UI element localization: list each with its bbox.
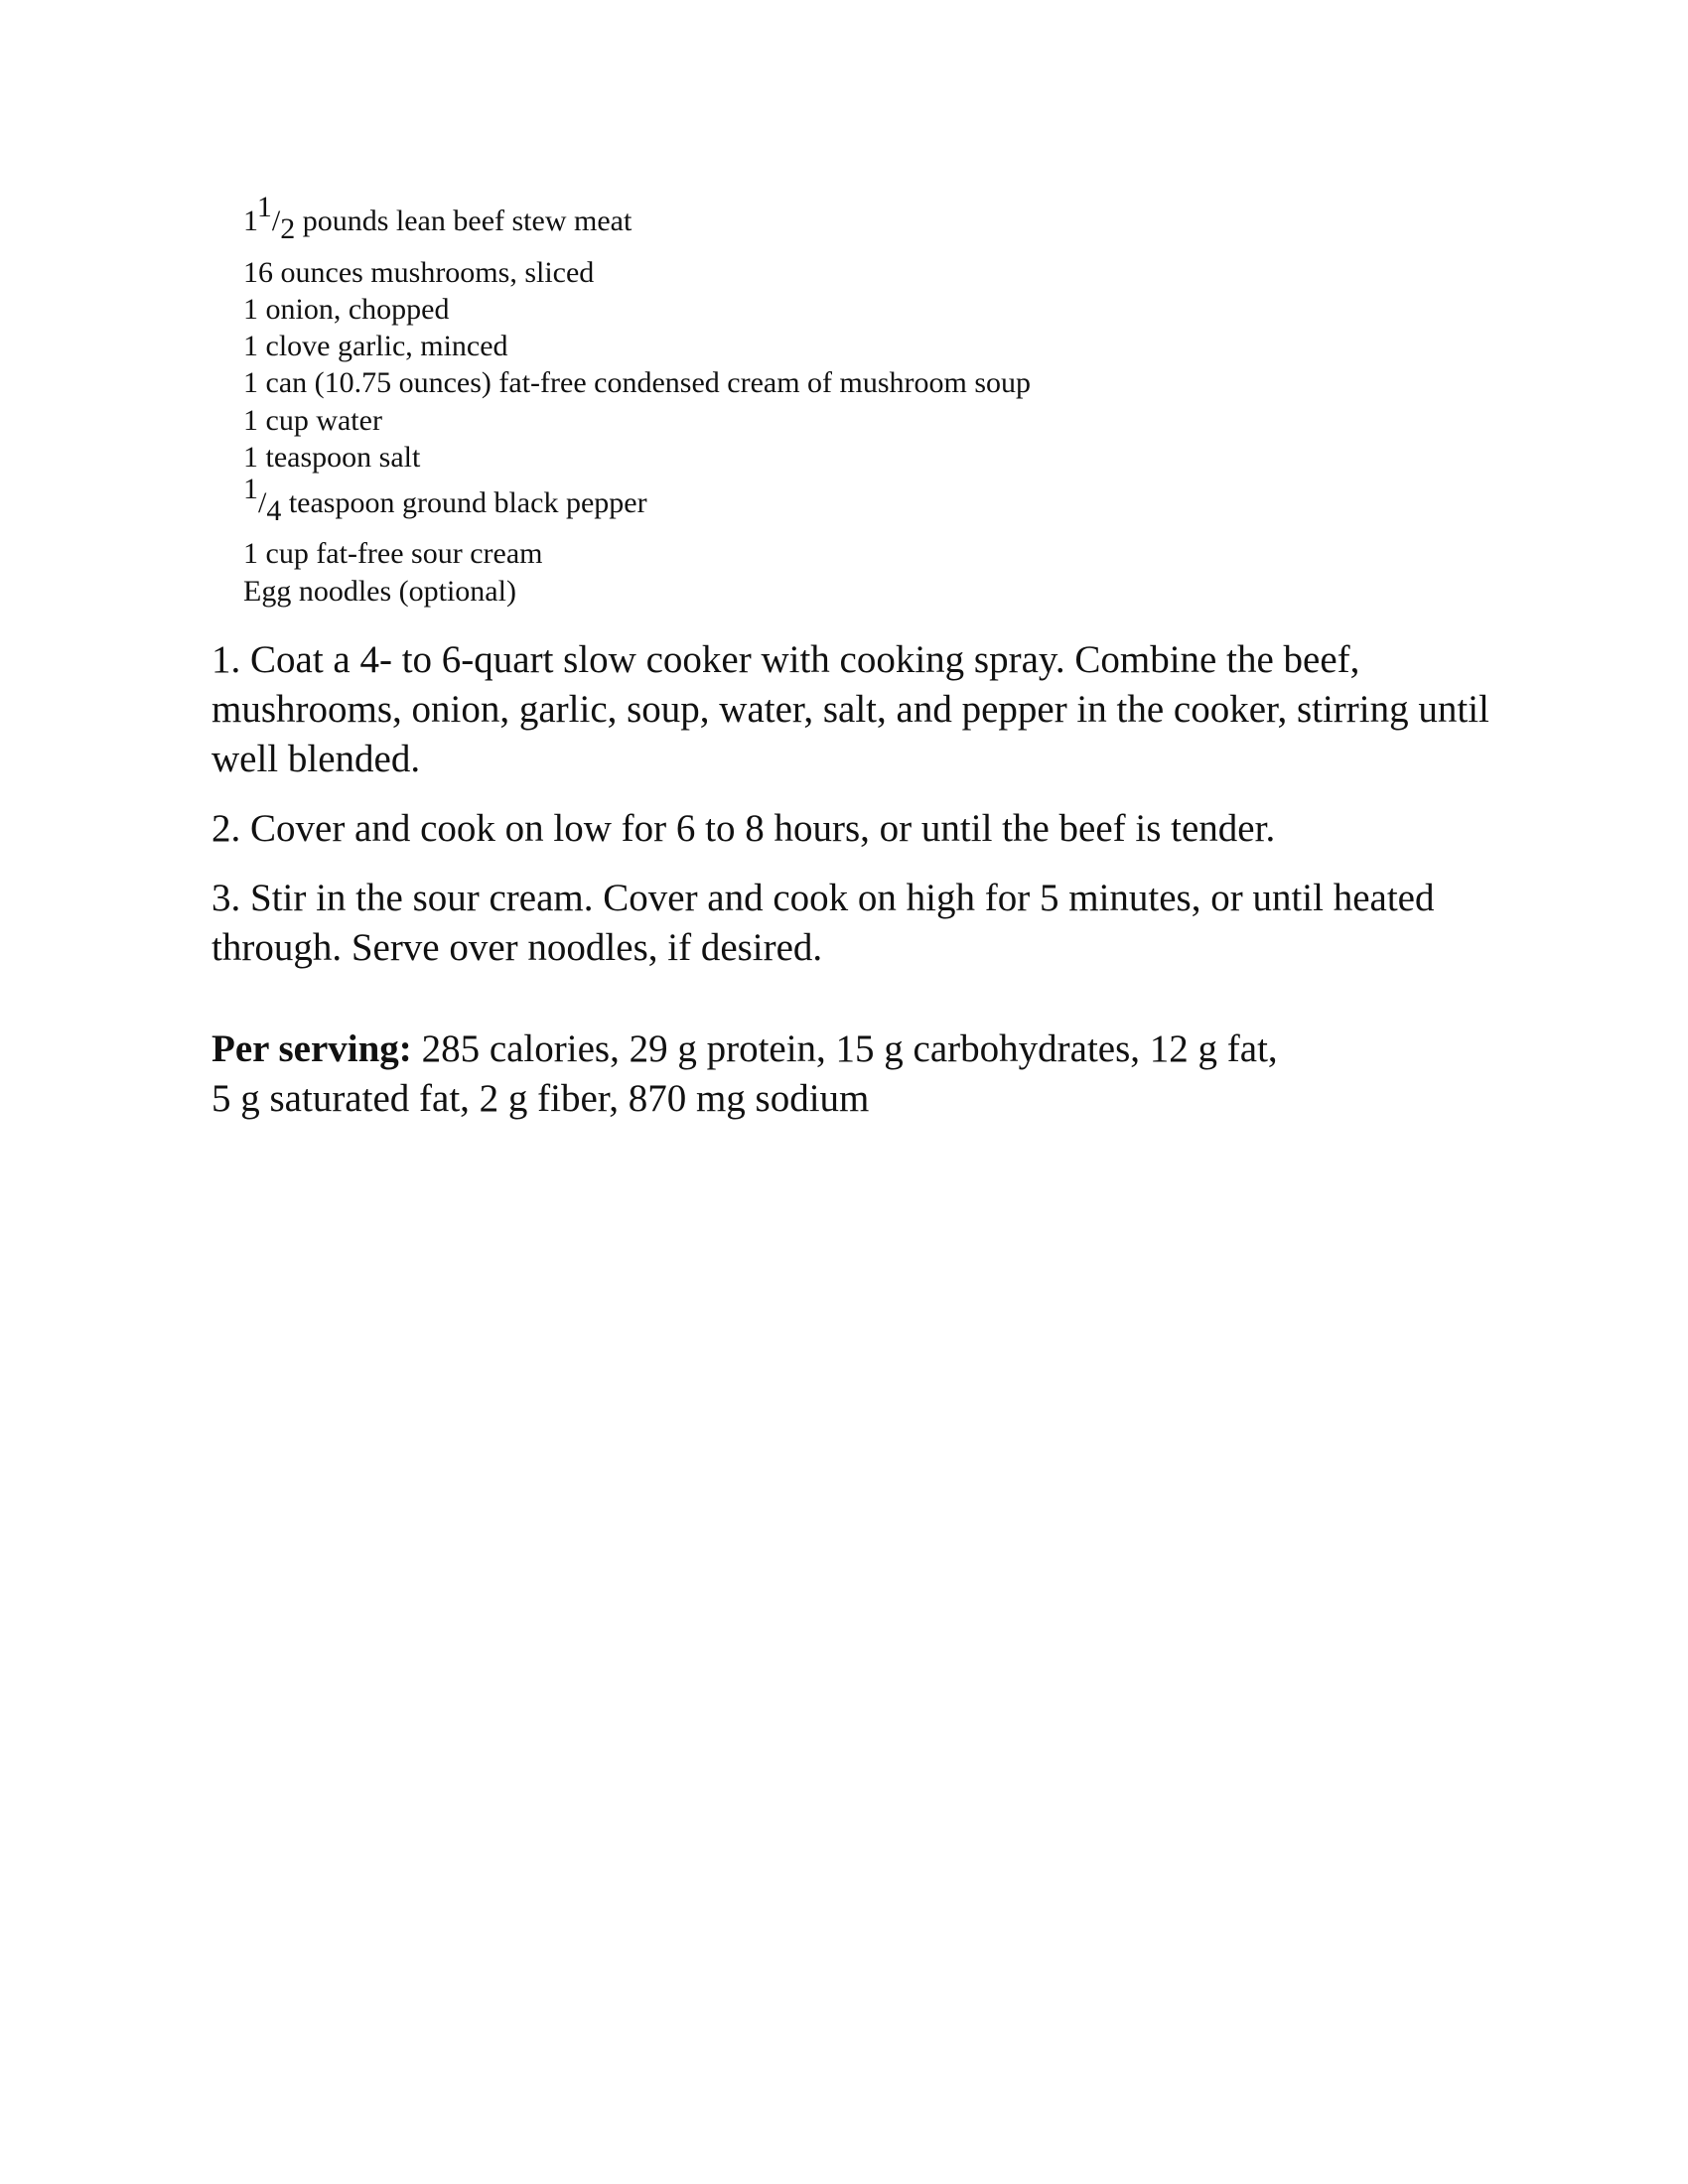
ingredient-text: pounds lean beef stew meat: [295, 205, 633, 237]
ingredient-text: 1 onion, chopped: [243, 293, 450, 326]
ingredient-item: [243, 295, 449, 325]
nutrition-info: [211, 1024, 1502, 1124]
ingredient-text: 1 clove garlic, minced: [243, 330, 508, 362]
ingredient-text: 1 can (10.75 ounces) fat-free condensed cream of mushroom soup: [243, 366, 1032, 399]
ingredient-text: 1 cup water: [243, 404, 382, 437]
ingredient-text: teaspoon ground black pepper: [281, 486, 647, 519]
ingredient-text: 16 ounces mushrooms, sliced: [243, 256, 595, 289]
ingredient-item: [243, 406, 382, 436]
ingredient-text: Egg noodles (optional): [243, 575, 516, 608]
nutrition-label: Per serving:: [211, 1027, 412, 1070]
nutrition-line: 5 g saturated fat, 2 g fiber, 870 mg sodium: [211, 1077, 870, 1120]
ingredient-item: [243, 577, 516, 607]
nutrition-line: 285 calories, 29 g protein, 15 g carbohydrates, 12 g fat,: [411, 1027, 1278, 1070]
ingredient-text: 1 teaspoon salt: [243, 441, 421, 474]
ingredient-item: [243, 473, 647, 527]
ingredient-text: 1 cup fat-free sour cream: [243, 537, 543, 570]
instruction-step: 1. Coat a 4- to 6-quart slow cooker with cooking spray. Combine the beef, mushrooms, onion, garlic, soup, water, salt, and pepper in the cooker, stirring until well blended.: [211, 638, 1489, 780]
fraction: $^1/_4$: [243, 473, 282, 527]
ingredient-item: [243, 191, 633, 245]
ingredient-item: [243, 368, 1031, 398]
fraction: $1^1/_2$: [243, 191, 296, 245]
instruction-step: 3. Stir in the sour cream. Cover and cook on high for 5 minutes, or until heated through. Serve over noodles, if desired.: [211, 877, 1435, 969]
instruction-step: 2. Cover and cook on low for 6 to 8 hours, or until the beef is tender.: [211, 807, 1276, 850]
ingredient-item: [243, 332, 508, 361]
ingredient-item: [243, 443, 420, 473]
ingredient-item: [243, 258, 594, 288]
ingredient-item: [243, 539, 543, 569]
